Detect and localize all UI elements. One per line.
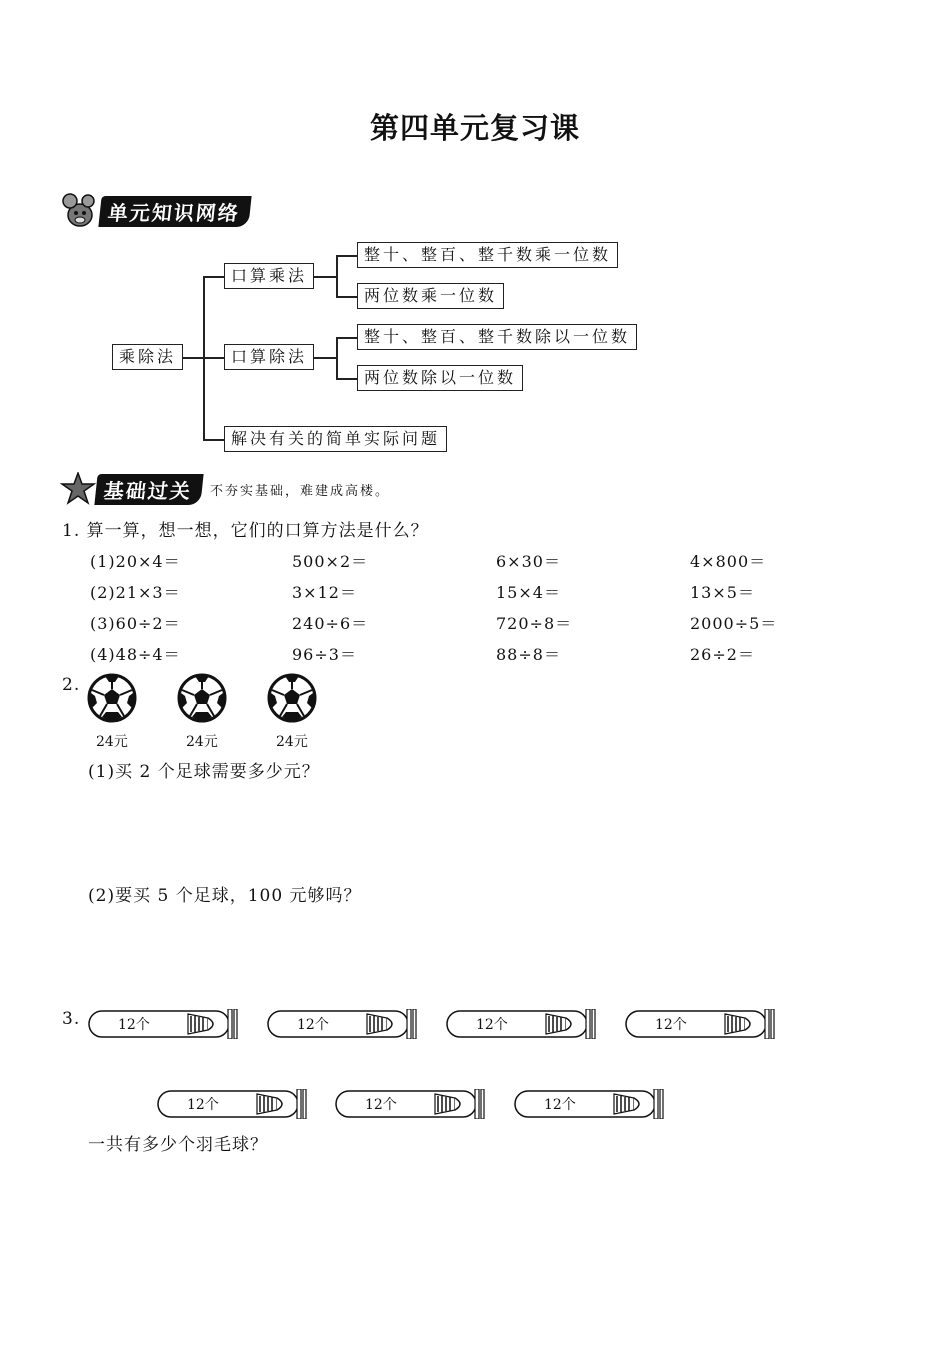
shuttlecock-tube <box>446 1009 596 1037</box>
ball-price: 24元 <box>186 734 218 750</box>
q1-item: 15×4＝ <box>496 583 561 602</box>
tube-count: 12个 <box>365 1097 397 1113</box>
ball-price: 24元 <box>276 734 308 750</box>
section-banner-basics <box>60 474 390 504</box>
connector <box>314 276 336 278</box>
soccer-ball-icon <box>87 673 137 723</box>
network-leaf-mult-b: 两位数乘一位数 <box>357 283 504 309</box>
ball-price: 24元 <box>96 734 128 750</box>
shuttlecock-tube <box>157 1089 307 1117</box>
section-motto: 不夯实基础，难建成高楼。 <box>210 483 391 499</box>
tube-count: 12个 <box>187 1097 219 1113</box>
connector <box>336 378 358 380</box>
shuttlecock-tube-icon <box>267 1009 419 1039</box>
shuttlecock-tube <box>625 1009 775 1037</box>
shuttlecock-tube-icon <box>514 1089 666 1119</box>
connector <box>336 296 358 298</box>
q1-item: 26÷2＝ <box>690 645 755 664</box>
mouse-mascot-icon <box>60 193 100 229</box>
connector <box>336 337 358 339</box>
connector <box>203 439 225 441</box>
soccer-ball-icon <box>267 673 317 723</box>
q1-item: 96÷3＝ <box>292 645 357 664</box>
tube-count: 12个 <box>476 1017 508 1033</box>
section-label-basics: 基础过关 <box>94 474 203 505</box>
q1-item: 13×5＝ <box>690 583 755 602</box>
q3-number: 3. <box>62 1009 81 1029</box>
q1-item: 240÷6＝ <box>292 614 369 633</box>
tube-count: 12个 <box>297 1017 329 1033</box>
q2-number: 2. <box>62 675 81 695</box>
q1-item: 720÷8＝ <box>496 614 573 633</box>
connector <box>182 357 204 359</box>
network-branch-mult: 口算乘法 <box>224 263 314 289</box>
q2-sub1: (1)买 2 个足球需要多少元？ <box>88 762 320 782</box>
q1-item: (4)48÷4＝ <box>90 645 181 664</box>
connector <box>336 255 358 257</box>
q1-prompt: 1. 算一算，想一想，它们的口算方法是什么？ <box>62 521 429 541</box>
network-leaf-div-a: 整十、整百、整千数除以一位数 <box>357 324 637 350</box>
network-leaf-div-b: 两位数除以一位数 <box>357 365 523 391</box>
soccer-ball-icon <box>177 673 227 723</box>
q1-item: 6×30＝ <box>496 552 561 571</box>
q1-item: 3×12＝ <box>292 583 357 602</box>
q3-question: 一共有多少个羽毛球？ <box>88 1135 268 1155</box>
connector <box>203 276 225 278</box>
q1-item: (3)60÷2＝ <box>90 614 181 633</box>
shuttlecock-tube-icon <box>335 1089 487 1119</box>
page-title: 第四单元复习课 <box>369 111 580 145</box>
network-branch-div: 口算除法 <box>224 344 314 370</box>
connector <box>336 337 338 379</box>
shuttlecock-tube-icon <box>88 1009 240 1039</box>
network-branch-problems: 解决有关的简单实际问题 <box>224 426 447 452</box>
shuttlecock-tube <box>88 1009 238 1037</box>
q2-sub2: (2)要买 5 个足球，100 元够吗？ <box>88 886 362 906</box>
shuttlecock-tube <box>514 1089 664 1117</box>
network-leaf-mult-a: 整十、整百、整千数乘一位数 <box>357 242 618 268</box>
section-label-knowledge: 单元知识网络 <box>98 196 251 227</box>
connector <box>314 357 336 359</box>
q1-item: 2000÷5＝ <box>690 614 778 633</box>
tube-count: 12个 <box>655 1017 687 1033</box>
shuttlecock-tube-icon <box>446 1009 598 1039</box>
shuttlecock-tube-icon <box>157 1089 309 1119</box>
shuttlecock-tube-icon <box>625 1009 777 1039</box>
connector <box>203 357 225 359</box>
q1-item: (2)21×3＝ <box>90 583 181 602</box>
q1-item: 500×2＝ <box>292 552 369 571</box>
q1-item: 88÷8＝ <box>496 645 561 664</box>
shuttlecock-tube <box>335 1089 485 1117</box>
star-icon <box>60 472 96 506</box>
connector <box>336 255 338 297</box>
network-root: 乘除法 <box>112 344 183 370</box>
tube-count: 12个 <box>544 1097 576 1113</box>
q1-item: (1)20×4＝ <box>90 552 181 571</box>
q1-item: 4×800＝ <box>690 552 767 571</box>
tube-count: 12个 <box>118 1017 150 1033</box>
shuttlecock-tube <box>267 1009 417 1037</box>
section-banner-knowledge <box>60 196 250 226</box>
